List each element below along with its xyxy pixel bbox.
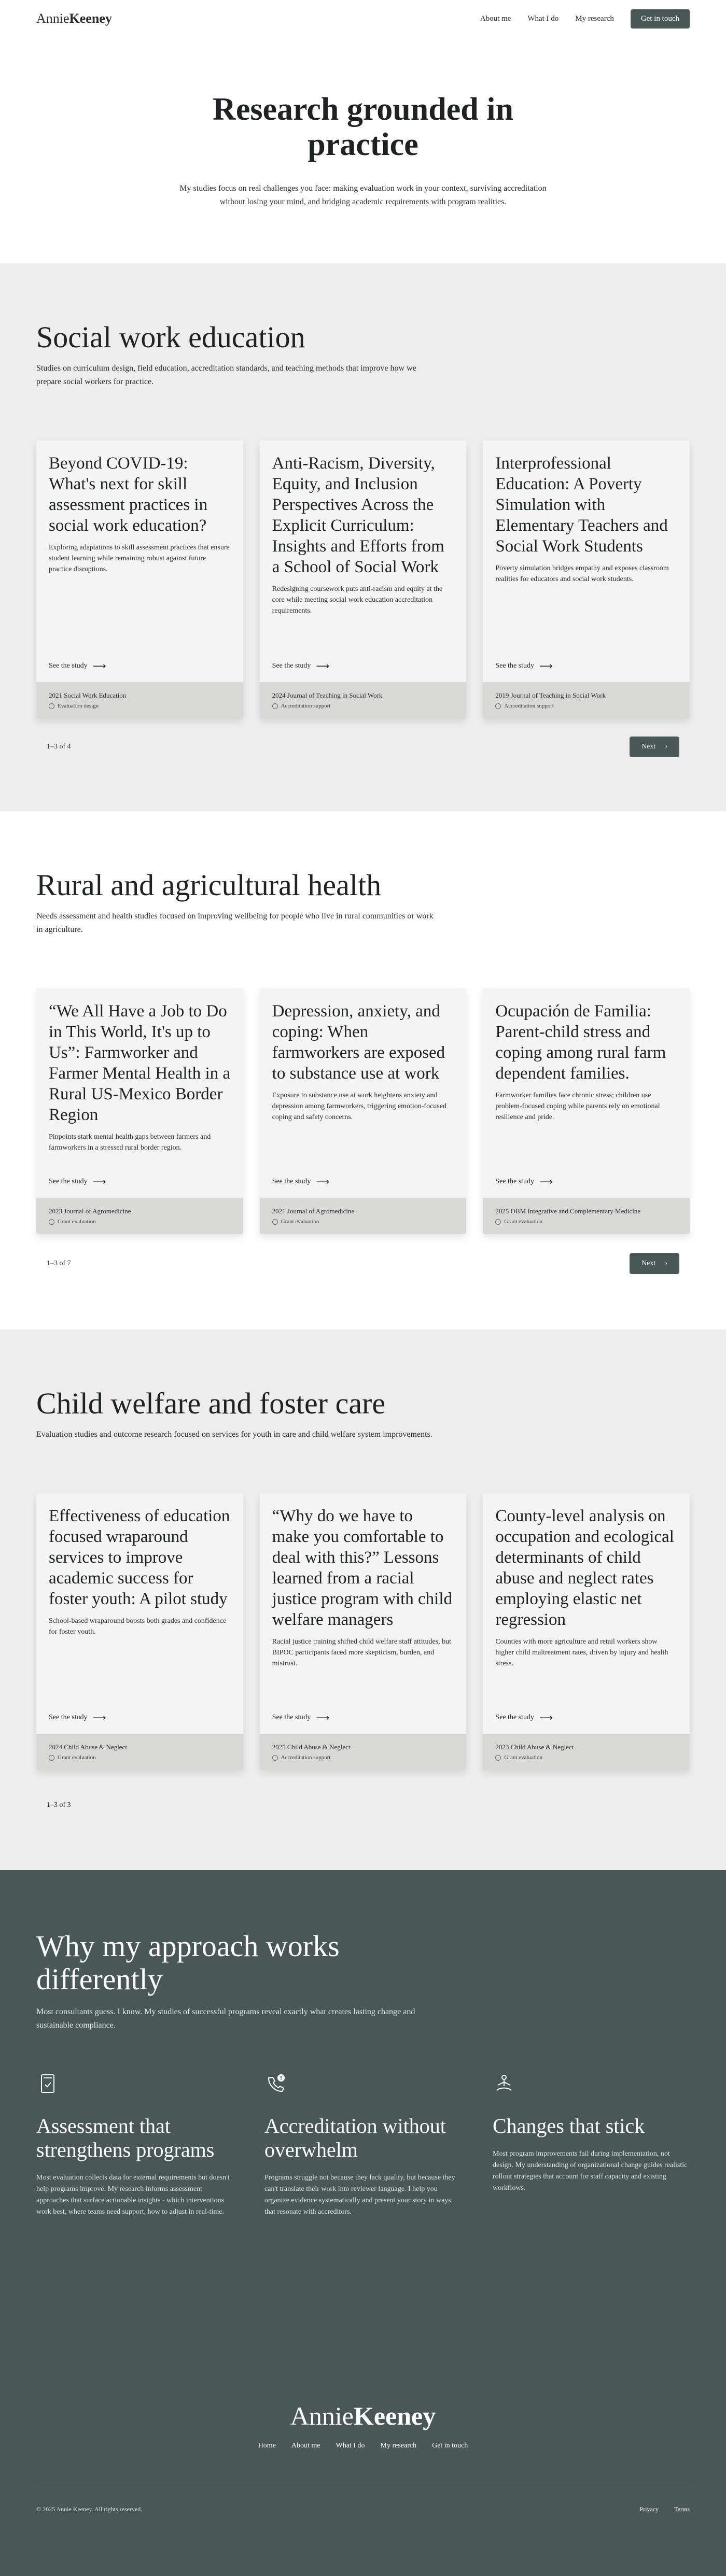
feature-title: Accreditation without overwhelm	[264, 2114, 446, 2161]
copyright: © 2025 Annie Keeney. All rights reserved.	[36, 2506, 143, 2513]
see-study-link[interactable]	[495, 651, 677, 682]
card-title: Depression, anxiety, and coping: When farmworkers are exposed to substance use at work	[272, 1002, 445, 1083]
section-title: Social work education	[36, 320, 305, 354]
card-description: Farmworker families face chronic stress; children use problem-focused coping while parents rely on emotional resilience and pride.	[495, 1092, 660, 1121]
footer-logo[interactable]	[0, 2400, 726, 2431]
see-study-label: See the study	[272, 662, 311, 670]
approach-title: Why my approach works differently	[36, 1929, 340, 1996]
section-title: Rural and agricultural health	[36, 868, 382, 902]
study-card[interactable]	[260, 441, 467, 718]
hero-text: My studies focus on real challenges you face: making evaluation work in your context, surviving accreditation without losing your mind, and bridging academic requirements with program realities.	[179, 184, 547, 206]
nav-research[interactable]: My research	[575, 14, 614, 23]
tag-circle-icon	[272, 703, 278, 709]
logo-first: Annie	[36, 11, 69, 26]
see-study-link[interactable]	[49, 1167, 231, 1198]
study-card[interactable]	[36, 988, 243, 1234]
section-rural-health	[0, 811, 726, 1329]
pagination-count: 1–3 of 3	[47, 1801, 71, 1809]
tag-circle-icon	[272, 1219, 278, 1225]
arrow-right-icon: ⟶	[92, 1177, 106, 1187]
approach-description: Most consultants guess. I know. My studies of successful programs reveal exactly what creates lasting change and sustainable compliance.	[36, 2007, 415, 2030]
pagination	[41, 1801, 685, 1809]
feature-assessment	[36, 2073, 233, 2218]
tag-circle-icon	[49, 1755, 54, 1761]
card-description: Counties with more agriculture and retail workers show higher child maltreatment rates, driven by injury and health stress.	[495, 1638, 668, 1667]
card-meta	[36, 1734, 243, 1770]
section-social-work	[0, 263, 726, 811]
next-label: Next	[641, 743, 656, 751]
see-study-label: See the study	[272, 1178, 311, 1185]
card-meta	[483, 1734, 690, 1770]
card-tag	[272, 703, 454, 709]
arrow-right-icon: ⟶	[92, 1712, 106, 1723]
card-tag	[49, 1219, 231, 1225]
card-description: Exploring adaptations to skill assessment practices that ensure student learning while remaining robust against future practice disruptions.	[49, 544, 230, 573]
study-cards	[36, 1493, 690, 1770]
feature-title: Assessment that strengthens programs	[36, 2114, 215, 2161]
card-tag-label: Accreditation support	[504, 703, 554, 709]
chevron-right-icon: ›	[665, 1259, 667, 1267]
study-card[interactable]	[36, 1493, 243, 1770]
card-description: Redesigning coursework puts anti-racism and equity at the core while meeting social work education accreditation requirements.	[272, 585, 443, 615]
tag-circle-icon	[495, 1219, 501, 1225]
nav-about[interactable]: About me	[480, 14, 511, 23]
footer-logo-first: Annie	[290, 2401, 354, 2430]
footer-nav-research[interactable]: My research	[380, 2442, 417, 2450]
see-study-link[interactable]	[49, 651, 231, 682]
card-tag-label: Grant evaluation	[58, 1219, 96, 1225]
see-study-label: See the study	[272, 1714, 311, 1721]
card-tag-label: Grant evaluation	[281, 1219, 319, 1225]
next-button[interactable]	[630, 1253, 679, 1274]
study-cards	[36, 988, 690, 1234]
study-cards	[36, 441, 690, 718]
person-meditate-icon	[493, 2073, 515, 2096]
card-tag	[49, 703, 231, 709]
see-study-link[interactable]	[272, 1167, 454, 1198]
card-tag-label: Grant evaluation	[504, 1754, 542, 1761]
card-tag	[272, 1219, 454, 1225]
footer-nav-what-i-do[interactable]: What I do	[336, 2442, 365, 2450]
hero-title: Research grounded in practice	[213, 92, 513, 162]
card-tag	[495, 1754, 677, 1761]
footer-nav	[0, 2442, 726, 2450]
get-in-touch-button[interactable]: Get in touch	[631, 9, 690, 29]
card-description: School-based wraparound boosts both grades and confidence for foster youth.	[49, 1617, 227, 1636]
legal-links	[640, 2506, 690, 2513]
pagination	[41, 1253, 685, 1274]
feature-title: Changes that stick	[493, 2114, 645, 2138]
footer-nav-home[interactable]: Home	[258, 2442, 276, 2450]
see-study-link[interactable]	[495, 1703, 677, 1734]
arrow-right-icon: ⟶	[316, 1177, 330, 1187]
footer-logo-last: Keeney	[353, 2401, 436, 2430]
nav-what-i-do[interactable]: What I do	[527, 14, 559, 23]
see-study-link[interactable]	[495, 1167, 677, 1198]
arrow-right-icon: ⟶	[539, 1712, 553, 1723]
tag-circle-icon	[272, 1755, 278, 1761]
see-study-link[interactable]	[272, 1703, 454, 1734]
site-footer	[0, 2400, 726, 2576]
features	[36, 2073, 690, 2218]
hero	[0, 37, 726, 263]
arrow-right-icon: ⟶	[316, 661, 330, 671]
card-tag	[495, 703, 677, 709]
study-card[interactable]	[483, 441, 690, 718]
see-study-link[interactable]	[49, 1703, 231, 1734]
main-nav	[480, 9, 690, 29]
phone-alert-icon	[264, 2073, 287, 2096]
section-title: Child welfare and foster care	[36, 1386, 386, 1420]
card-tag-label: Accreditation support	[281, 703, 331, 709]
feature-text: Most evaluation collects data for external requirements but doesn't help programs improve. My research informs assessment approaches that surface actionable insights - which interventions work best, where teams need support, how to adjust in real-time.	[36, 2174, 230, 2216]
card-tag	[49, 1754, 231, 1761]
card-tag-label: Grant evaluation	[58, 1754, 96, 1761]
terms-link[interactable]: Terms	[674, 2506, 690, 2513]
pagination	[41, 737, 685, 757]
card-title: Ocupación de Familia: Parent-child stress and coping among rural farm dependent families.	[495, 1002, 666, 1083]
see-study-label: See the study	[495, 662, 534, 670]
next-button[interactable]	[630, 737, 679, 757]
card-meta	[483, 1198, 690, 1234]
card-title: County-level analysis on occupation and ecological determinants of child abuse and neglect rates employing elastic net regression	[495, 1507, 674, 1629]
see-study-label: See the study	[495, 1178, 534, 1185]
tag-circle-icon	[495, 1755, 501, 1761]
card-journal: 2024 Child Abuse & Neglect	[49, 1743, 127, 1751]
see-study-label: See the study	[49, 662, 88, 670]
card-title: “Why do we have to make you comfortable to deal with this?” Lessons learned from a racial justice program with child welfare managers	[272, 1507, 453, 1629]
feature-accreditation	[264, 2073, 462, 2218]
arrow-right-icon: ⟶	[539, 661, 553, 671]
next-label: Next	[641, 1259, 656, 1267]
study-card[interactable]	[483, 988, 690, 1234]
card-title: “We All Have a Job to Do in This World, It's up to Us”: Farmworker and Farmer Mental Health in a Rural US-Mexico Border Region	[49, 1002, 231, 1124]
chevron-right-icon: ›	[665, 743, 667, 751]
card-tag-label: Grant evaluation	[504, 1219, 542, 1225]
card-journal: 2023 Journal of Agromedicine	[49, 1207, 131, 1215]
tag-circle-icon	[49, 703, 54, 709]
privacy-link[interactable]: Privacy	[639, 2506, 659, 2513]
feature-text: Most program improvements fail during implementation, not design. My understanding of organizational change guides realistic rollout strategies that account for staff capacity and existing workflows.	[493, 2150, 688, 2192]
tag-circle-icon	[495, 703, 501, 709]
card-journal: 2019 Journal of Teaching in Social Work	[495, 691, 606, 699]
pagination-count: 1–3 of 7	[47, 1259, 71, 1267]
document-check-icon	[36, 2073, 59, 2096]
card-journal: 2021 Journal of Agromedicine	[272, 1207, 355, 1215]
arrow-right-icon: ⟶	[539, 1177, 553, 1187]
card-tag-label: Evaluation design	[58, 703, 99, 709]
card-description: Racial justice training shifted child welfare staff attitudes, but BIPOC participants faced more skepticism, burden, and mistrust.	[272, 1638, 452, 1667]
card-tag-label: Accreditation support	[281, 1754, 331, 1761]
see-study-label: See the study	[49, 1714, 88, 1721]
footer-nav-about[interactable]: About me	[291, 2442, 320, 2450]
card-meta	[260, 1198, 467, 1234]
study-card[interactable]	[36, 441, 243, 718]
card-meta	[36, 1198, 243, 1234]
card-description: Exposure to substance use at work heightens anxiety and depression among farmworkers, triggering emotion-focused coping and safety concerns.	[272, 1092, 446, 1121]
card-title: Anti-Racism, Diversity, Equity, and Inclusion Perspectives Across the Explicit Curriculum: Insights and Efforts from a School of Social Work	[272, 454, 444, 576]
arrow-right-icon: ⟶	[316, 1712, 330, 1723]
study-card[interactable]	[260, 988, 467, 1234]
card-meta	[36, 682, 243, 718]
card-journal: 2025 OBM Integrative and Complementary Medicine	[495, 1207, 641, 1215]
footer-nav-contact[interactable]: Get in touch	[432, 2442, 468, 2450]
card-meta	[483, 682, 690, 718]
arrow-right-icon: ⟶	[92, 661, 106, 671]
site-logo[interactable]	[36, 11, 112, 26]
see-study-label: See the study	[49, 1178, 88, 1185]
see-study-label: See the study	[495, 1714, 534, 1721]
see-study-link[interactable]	[272, 651, 454, 682]
study-card[interactable]	[260, 1493, 467, 1770]
card-journal: 2023 Child Abuse & Neglect	[495, 1743, 574, 1751]
site-header	[0, 0, 726, 37]
section-child-welfare	[0, 1329, 726, 1870]
tag-circle-icon	[49, 1219, 54, 1225]
section-description: Studies on curriculum design, field education, accreditation standards, and teaching methods that improve how we prepare social workers for practice.	[36, 364, 416, 386]
study-card[interactable]	[483, 1493, 690, 1770]
card-title: Beyond COVID-19: What's next for skill assessment practices in social work education?	[49, 454, 208, 535]
card-journal: 2024 Journal of Teaching in Social Work	[272, 691, 383, 699]
card-tag	[272, 1754, 454, 1761]
feature-changes	[493, 2073, 690, 2218]
section-description: Evaluation studies and outcome research focused on services for youth in care and child welfare system improvements.	[36, 1430, 432, 1439]
logo-last: Keeney	[69, 11, 112, 26]
card-tag	[495, 1219, 677, 1225]
card-description: Poverty simulation bridges empathy and exposes classroom realities for educators and social work students.	[495, 564, 669, 583]
card-meta	[260, 682, 467, 718]
card-journal: 2021 Social Work Education	[49, 691, 127, 699]
feature-text: Programs struggle not because they lack quality, but because they can't translate their work into reviewer language. I help you organize evidence systematically and present your story in ways that resonate with accreditors.	[264, 2174, 455, 2216]
approach-section	[0, 1870, 726, 2400]
pagination-count: 1–3 of 4	[47, 743, 71, 751]
section-description: Needs assessment and health studies focused on improving wellbeing for people who live in rural communities or work in agriculture.	[36, 912, 434, 934]
card-title: Effectiveness of education focused wraparound services to improve academic success for foster youth: A pilot study	[49, 1507, 230, 1608]
footer-bottom	[36, 2506, 690, 2513]
card-meta	[260, 1734, 467, 1770]
card-description: Pinpoints stark mental health gaps between farmers and farmworkers in a stressed rural border region.	[49, 1133, 211, 1152]
card-title: Interprofessional Education: A Poverty Simulation with Elementary Teachers and Social Work Students	[495, 454, 668, 556]
card-journal: 2025 Child Abuse & Neglect	[272, 1743, 351, 1751]
